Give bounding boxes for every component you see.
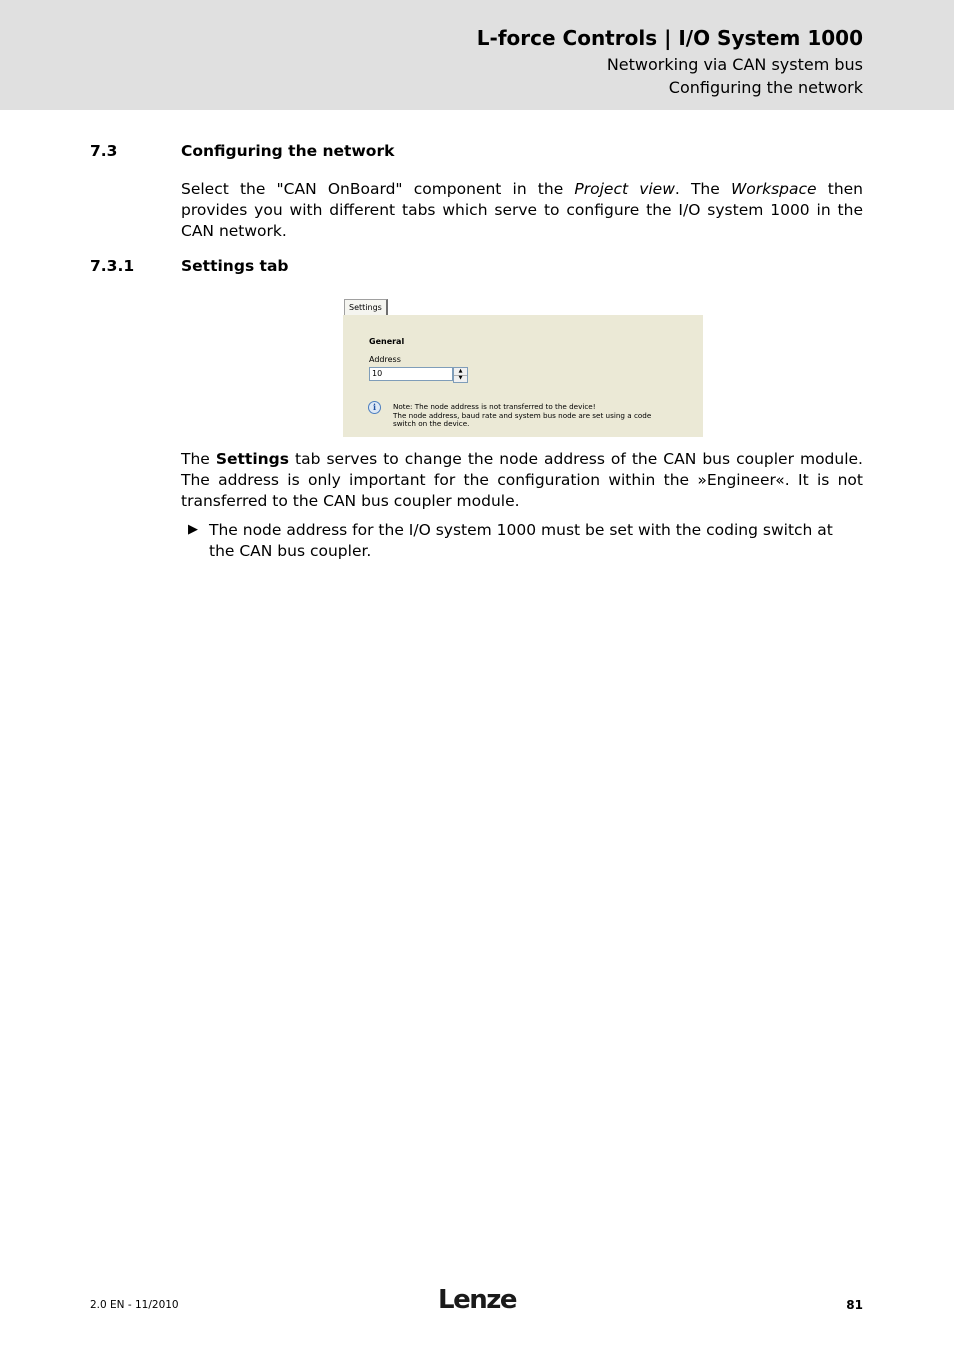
lenze-logo: Lenze xyxy=(438,1285,516,1315)
subsection-heading: Settings tab xyxy=(181,257,289,275)
version-label: 2.0 EN - 11/2010 xyxy=(90,1299,179,1311)
page-header xyxy=(0,0,954,110)
bullet-triangle-icon: ▶ xyxy=(188,522,198,537)
address-input[interactable]: 10 xyxy=(369,367,453,381)
page-number: 81 xyxy=(846,1298,863,1312)
document-title: L-force Controls | I/O System 1000 xyxy=(476,26,863,50)
group-label-general: General xyxy=(369,337,405,346)
section-heading: Configuring the network xyxy=(181,142,395,160)
settings-dialog-screenshot xyxy=(343,299,703,437)
info-icon: i xyxy=(368,401,381,414)
subsection-paragraph: The Settings tab serves to change the node address of the CAN bus coupler module. The address is only important for the configuration within the »Engineer«. It is not transferred to the CAN bus coupler module. xyxy=(181,450,863,510)
tab-settings[interactable]: Settings xyxy=(344,299,388,317)
note-text: Note: The node address is not transferred to the device! The node address, baud rate and system bus node are set using a code switch on the device. xyxy=(393,402,652,429)
bullet-text: The node address for the I/O system 1000 must be set with the coding switch at the CAN bus coupler. xyxy=(209,521,833,560)
triangle-down-icon[interactable]: ▼ xyxy=(458,375,463,381)
address-label: Address xyxy=(369,355,401,364)
section-number: 7.3 xyxy=(90,142,118,160)
address-spinner[interactable] xyxy=(453,367,468,383)
subsection-number: 7.3.1 xyxy=(90,257,135,275)
triangle-up-icon[interactable]: ▲ xyxy=(454,368,467,376)
chapter-title: Networking via CAN system bus xyxy=(606,55,863,74)
settings-panel xyxy=(343,315,703,437)
section-paragraph: Select the "CAN OnBoard" component in the Project view. The Workspace then provides you with different tabs which serve to configure the I/O system 1000 in the CAN network. xyxy=(181,180,864,240)
section-running-title: Configuring the network xyxy=(668,78,863,97)
